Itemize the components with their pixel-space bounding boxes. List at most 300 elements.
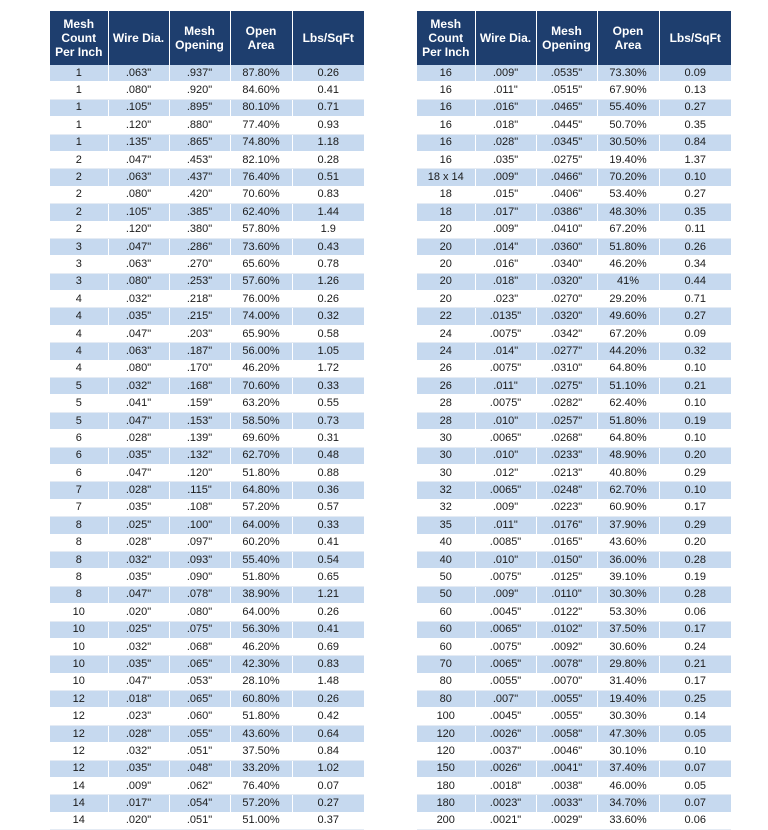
table-body-left [50,65,364,830]
cell-lbs-sqft: 0.26 [292,65,364,82]
cell-mesh-count: 14 [50,795,108,812]
cell-open-area: 43.60% [230,725,292,742]
cell-open-area: 48.30% [597,204,659,221]
table-row [50,117,364,134]
cell-mesh-count: 3 [50,256,108,273]
cell-open-area: 47.30% [597,725,659,742]
cell-lbs-sqft: 0.29 [659,464,731,481]
cell-lbs-sqft: 0.35 [659,204,731,221]
cell-open-area: 29.20% [597,291,659,308]
cell-mesh-count: 2 [50,151,108,168]
table-row [50,517,364,534]
header-lbs-sqft: Lbs/SqFt [659,11,731,65]
header-wire-dia: Wire Dia. [108,11,169,65]
cell-open-area: 37.40% [597,760,659,777]
cell-mesh-count: 7 [50,499,108,516]
table-row [417,256,731,273]
cell-wire-dia: .063" [108,343,169,360]
cell-lbs-sqft: 0.07 [659,760,731,777]
cell-mesh-count: 26 [417,378,475,395]
table-row [50,204,364,221]
cell-mesh-opening: .420" [169,186,230,203]
cell-mesh-opening: .0345" [536,134,597,151]
cell-mesh-opening: .895" [169,99,230,116]
cell-mesh-count: 7 [50,482,108,499]
cell-wire-dia: .0075" [475,325,536,342]
cell-lbs-sqft: 0.55 [292,395,364,412]
header-open-area: Open Area [230,11,292,65]
cell-open-area: 28.10% [230,673,292,690]
cell-mesh-count: 40 [417,551,475,568]
cell-mesh-opening: .880" [169,117,230,134]
cell-lbs-sqft: 0.27 [659,186,731,203]
table-row [50,256,364,273]
table-row [417,169,731,186]
cell-wire-dia: .0023" [475,795,536,812]
cell-wire-dia: .047" [108,412,169,429]
cell-mesh-count: 50 [417,569,475,586]
cell-wire-dia: .032" [108,743,169,760]
cell-lbs-sqft: 0.25 [659,691,731,708]
cell-lbs-sqft: 0.83 [292,656,364,673]
cell-wire-dia: .0026" [475,760,536,777]
table-row [50,82,364,99]
cell-open-area: 74.80% [230,134,292,151]
cell-open-area: 62.40% [597,395,659,412]
cell-open-area: 42.30% [230,656,292,673]
cell-open-area: 64.80% [597,430,659,447]
cell-lbs-sqft: 1.48 [292,673,364,690]
cell-lbs-sqft: 0.27 [659,99,731,116]
cell-wire-dia: .035" [108,499,169,516]
cell-mesh-count: 14 [50,778,108,795]
cell-mesh-count: 24 [417,325,475,342]
cell-wire-dia: .035" [108,656,169,673]
cell-mesh-opening: .075" [169,621,230,638]
cell-open-area: 76.00% [230,291,292,308]
table-row [50,621,364,638]
table-row [50,169,364,186]
table-row [50,743,364,760]
cell-wire-dia: .028" [108,725,169,742]
cell-open-area: 37.50% [230,743,292,760]
cell-mesh-opening: .0270" [536,291,597,308]
cell-mesh-opening: .0342" [536,325,597,342]
cell-mesh-opening: .0233" [536,447,597,464]
cell-lbs-sqft: 0.48 [292,447,364,464]
cell-wire-dia: .047" [108,325,169,342]
cell-lbs-sqft: 0.11 [659,221,731,238]
cell-mesh-count: 20 [417,256,475,273]
cell-open-area: 37.50% [597,621,659,638]
cell-mesh-count: 80 [417,691,475,708]
cell-open-area: 30.60% [597,638,659,655]
cell-mesh-count: 1 [50,99,108,116]
cell-mesh-opening: .159" [169,395,230,412]
table-row [417,430,731,447]
cell-lbs-sqft: 0.42 [292,708,364,725]
table-row [417,464,731,481]
cell-wire-dia: .0065" [475,656,536,673]
table-row [50,325,364,342]
cell-open-area: 74.00% [230,308,292,325]
cell-wire-dia: .010" [475,551,536,568]
table-row [50,778,364,795]
mesh-spec-table-right [417,11,731,830]
cell-mesh-opening: .053" [169,673,230,690]
cell-wire-dia: .035" [108,447,169,464]
table-row [417,447,731,464]
cell-mesh-opening: .115" [169,482,230,499]
cell-wire-dia: .007" [475,691,536,708]
cell-lbs-sqft: 0.27 [292,795,364,812]
cell-open-area: 57.20% [230,795,292,812]
cell-mesh-opening: .453" [169,151,230,168]
cell-mesh-opening: .078" [169,586,230,603]
cell-open-area: 55.40% [230,551,292,568]
table-row [417,221,731,238]
cell-mesh-count: 24 [417,343,475,360]
cell-open-area: 48.90% [597,447,659,464]
cell-mesh-count: 100 [417,708,475,725]
table-row [50,760,364,777]
cell-mesh-opening: .0110" [536,586,597,603]
cell-mesh-count: 8 [50,534,108,551]
cell-mesh-opening: .0055" [536,691,597,708]
cell-mesh-opening: .0058" [536,725,597,742]
cell-lbs-sqft: 0.05 [659,778,731,795]
cell-wire-dia: .025" [108,517,169,534]
cell-mesh-count: 12 [50,743,108,760]
cell-wire-dia: .028" [108,430,169,447]
cell-lbs-sqft: 0.26 [292,604,364,621]
table-row [417,656,731,673]
cell-open-area: 34.70% [597,795,659,812]
table-row [417,795,731,812]
cell-open-area: 70.60% [230,378,292,395]
cell-wire-dia: .041" [108,395,169,412]
cell-wire-dia: .032" [108,551,169,568]
cell-lbs-sqft: 0.93 [292,117,364,134]
cell-mesh-count: 10 [50,656,108,673]
cell-lbs-sqft: 0.27 [659,308,731,325]
cell-open-area: 84.60% [230,82,292,99]
cell-mesh-opening: .0122" [536,604,597,621]
cell-open-area: 41% [597,273,659,290]
cell-mesh-count: 16 [417,134,475,151]
table-row [50,238,364,255]
cell-mesh-opening: .0406" [536,186,597,203]
cell-mesh-opening: .0268" [536,430,597,447]
table-row [417,691,731,708]
cell-lbs-sqft: 0.26 [292,291,364,308]
table-row [417,82,731,99]
cell-open-area: 63.20% [230,395,292,412]
cell-mesh-count: 30 [417,464,475,481]
table-row [417,551,731,568]
cell-mesh-count: 6 [50,464,108,481]
cell-wire-dia: .0026" [475,725,536,742]
cell-open-area: 67.90% [597,82,659,99]
table-row [50,499,364,516]
cell-lbs-sqft: 0.32 [292,308,364,325]
cell-mesh-count: 3 [50,273,108,290]
cell-mesh-count: 1 [50,117,108,134]
cell-wire-dia: .011" [475,517,536,534]
cell-mesh-opening: .0029" [536,812,597,829]
cell-lbs-sqft: 0.73 [292,412,364,429]
cell-mesh-count: 20 [417,273,475,290]
cell-wire-dia: .047" [108,586,169,603]
cell-lbs-sqft: 1.26 [292,273,364,290]
cell-open-area: 33.20% [230,760,292,777]
cell-lbs-sqft: 0.17 [659,499,731,516]
cell-lbs-sqft: 0.28 [292,151,364,168]
cell-mesh-opening: .920" [169,82,230,99]
cell-mesh-count: 28 [417,412,475,429]
cell-wire-dia: .0075" [475,360,536,377]
cell-lbs-sqft: 0.05 [659,725,731,742]
cell-lbs-sqft: 0.41 [292,534,364,551]
cell-mesh-opening: .0277" [536,343,597,360]
cell-mesh-count: 60 [417,604,475,621]
cell-lbs-sqft: 0.37 [292,812,364,829]
cell-wire-dia: .014" [475,343,536,360]
cell-mesh-count: 18 [417,204,475,221]
cell-mesh-opening: .0223" [536,499,597,516]
cell-mesh-opening: .054" [169,795,230,812]
cell-lbs-sqft: 0.26 [659,238,731,255]
table-row [50,308,364,325]
table-row [50,725,364,742]
cell-mesh-opening: .0213" [536,464,597,481]
cell-mesh-count: 1 [50,65,108,82]
cell-open-area: 64.80% [597,360,659,377]
table-row [417,412,731,429]
cell-mesh-opening: .0320" [536,308,597,325]
table-row [417,569,731,586]
table-row [417,499,731,516]
table-row [50,447,364,464]
cell-lbs-sqft: 0.10 [659,430,731,447]
table-row [50,151,364,168]
cell-mesh-count: 8 [50,569,108,586]
cell-open-area: 51.80% [597,238,659,255]
cell-open-area: 67.20% [597,221,659,238]
cell-mesh-opening: .097" [169,534,230,551]
cell-wire-dia: .0045" [475,604,536,621]
cell-mesh-opening: .065" [169,656,230,673]
cell-mesh-count: 18 x 14 [417,169,475,186]
cell-mesh-count: 150 [417,760,475,777]
table-row [417,117,731,134]
cell-mesh-count: 80 [417,673,475,690]
cell-mesh-count: 3 [50,238,108,255]
table-row [417,778,731,795]
cell-open-area: 64.00% [230,604,292,621]
cell-wire-dia: .020" [108,812,169,829]
cell-mesh-count: 12 [50,708,108,725]
cell-mesh-opening: .055" [169,725,230,742]
cell-mesh-opening: .132" [169,447,230,464]
cell-open-area: 57.80% [230,221,292,238]
cell-lbs-sqft: 0.41 [292,621,364,638]
cell-lbs-sqft: 0.64 [292,725,364,742]
table-row [50,638,364,655]
cell-lbs-sqft: 0.32 [659,343,731,360]
cell-mesh-opening: .100" [169,517,230,534]
table-header-row [50,11,364,65]
cell-mesh-opening: .093" [169,551,230,568]
cell-wire-dia: .028" [108,482,169,499]
cell-mesh-opening: .187" [169,343,230,360]
cell-mesh-count: 10 [50,638,108,655]
cell-open-area: 49.60% [597,308,659,325]
cell-mesh-opening: .0535" [536,65,597,82]
cell-wire-dia: .032" [108,378,169,395]
cell-wire-dia: .009" [475,586,536,603]
cell-lbs-sqft: 0.09 [659,325,731,342]
header-mesh-opening: Mesh Opening [536,11,597,65]
cell-mesh-count: 1 [50,82,108,99]
table-row [50,534,364,551]
cell-wire-dia: .035" [108,569,169,586]
cell-open-area: 39.10% [597,569,659,586]
header-lbs-sqft: Lbs/SqFt [292,11,364,65]
cell-lbs-sqft: 0.44 [659,273,731,290]
cell-open-area: 70.20% [597,169,659,186]
cell-lbs-sqft: 0.54 [292,551,364,568]
cell-open-area: 50.70% [597,117,659,134]
cell-lbs-sqft: 1.18 [292,134,364,151]
cell-mesh-opening: .0310" [536,360,597,377]
cell-mesh-count: 50 [417,586,475,603]
cell-open-area: 33.60% [597,812,659,829]
cell-wire-dia: .032" [108,291,169,308]
table-row [417,621,731,638]
cell-mesh-count: 60 [417,621,475,638]
cell-lbs-sqft: 1.9 [292,221,364,238]
cell-wire-dia: .035" [108,760,169,777]
cell-wire-dia: .063" [108,169,169,186]
cell-mesh-opening: .0360" [536,238,597,255]
cell-wire-dia: .018" [475,273,536,290]
cell-mesh-opening: .0070" [536,673,597,690]
table-row [417,343,731,360]
cell-lbs-sqft: 0.29 [659,517,731,534]
cell-open-area: 73.30% [597,65,659,82]
cell-lbs-sqft: 0.88 [292,464,364,481]
table-row [50,586,364,603]
cell-mesh-count: 120 [417,725,475,742]
cell-wire-dia: .135" [108,134,169,151]
cell-wire-dia: .017" [475,204,536,221]
cell-lbs-sqft: 0.78 [292,256,364,273]
cell-lbs-sqft: 0.10 [659,482,731,499]
header-mesh-count: Mesh Count Per Inch [50,11,108,65]
table-row [417,308,731,325]
cell-mesh-opening: .0320" [536,273,597,290]
cell-wire-dia: .047" [108,673,169,690]
cell-mesh-opening: .937" [169,65,230,82]
cell-mesh-opening: .090" [169,569,230,586]
cell-mesh-count: 32 [417,499,475,516]
table-row [417,325,731,342]
cell-open-area: 40.80% [597,464,659,481]
cell-wire-dia: .047" [108,238,169,255]
cell-open-area: 57.60% [230,273,292,290]
cell-wire-dia: .0065" [475,482,536,499]
cell-open-area: 51.80% [230,708,292,725]
cell-mesh-count: 20 [417,221,475,238]
cell-open-area: 82.10% [230,151,292,168]
cell-wire-dia: .0018" [475,778,536,795]
cell-open-area: 67.20% [597,325,659,342]
cell-mesh-count: 6 [50,430,108,447]
table-row [417,395,731,412]
table-row [417,743,731,760]
cell-mesh-opening: .253" [169,273,230,290]
cell-lbs-sqft: 1.44 [292,204,364,221]
cell-mesh-opening: .068" [169,638,230,655]
cell-wire-dia: .063" [108,256,169,273]
cell-wire-dia: .010" [475,412,536,429]
cell-mesh-count: 16 [417,65,475,82]
cell-mesh-count: 28 [417,395,475,412]
cell-mesh-count: 5 [50,395,108,412]
table-row [50,464,364,481]
cell-open-area: 62.70% [597,482,659,499]
cell-wire-dia: .047" [108,464,169,481]
table-row [417,360,731,377]
cell-lbs-sqft: 0.84 [659,134,731,151]
cell-open-area: 77.40% [230,117,292,134]
table-row [417,238,731,255]
cell-open-area: 80.10% [230,99,292,116]
cell-mesh-count: 16 [417,117,475,134]
cell-open-area: 55.40% [597,99,659,116]
cell-wire-dia: .015" [475,186,536,203]
cell-mesh-count: 10 [50,673,108,690]
cell-lbs-sqft: 0.07 [292,778,364,795]
cell-mesh-opening: .0445" [536,117,597,134]
cell-wire-dia: .0021" [475,812,536,829]
cell-lbs-sqft: 0.57 [292,499,364,516]
cell-open-area: 87.80% [230,65,292,82]
cell-mesh-opening: .060" [169,708,230,725]
cell-mesh-count: 2 [50,169,108,186]
table-row [50,65,364,82]
cell-wire-dia: .0045" [475,708,536,725]
cell-wire-dia: .080" [108,186,169,203]
cell-wire-dia: .023" [108,708,169,725]
table-row [50,378,364,395]
cell-wire-dia: .0085" [475,534,536,551]
cell-wire-dia: .035" [108,308,169,325]
cell-lbs-sqft: 0.19 [659,569,731,586]
cell-lbs-sqft: 0.28 [659,586,731,603]
cell-open-area: 73.60% [230,238,292,255]
cell-wire-dia: .009" [475,169,536,186]
table-row [417,604,731,621]
cell-mesh-count: 8 [50,551,108,568]
cell-lbs-sqft: 0.26 [292,691,364,708]
cell-wire-dia: .028" [108,534,169,551]
cell-mesh-count: 120 [417,743,475,760]
mesh-spec-table-left [50,11,364,830]
cell-mesh-opening: .0176" [536,517,597,534]
cell-lbs-sqft: 0.13 [659,82,731,99]
